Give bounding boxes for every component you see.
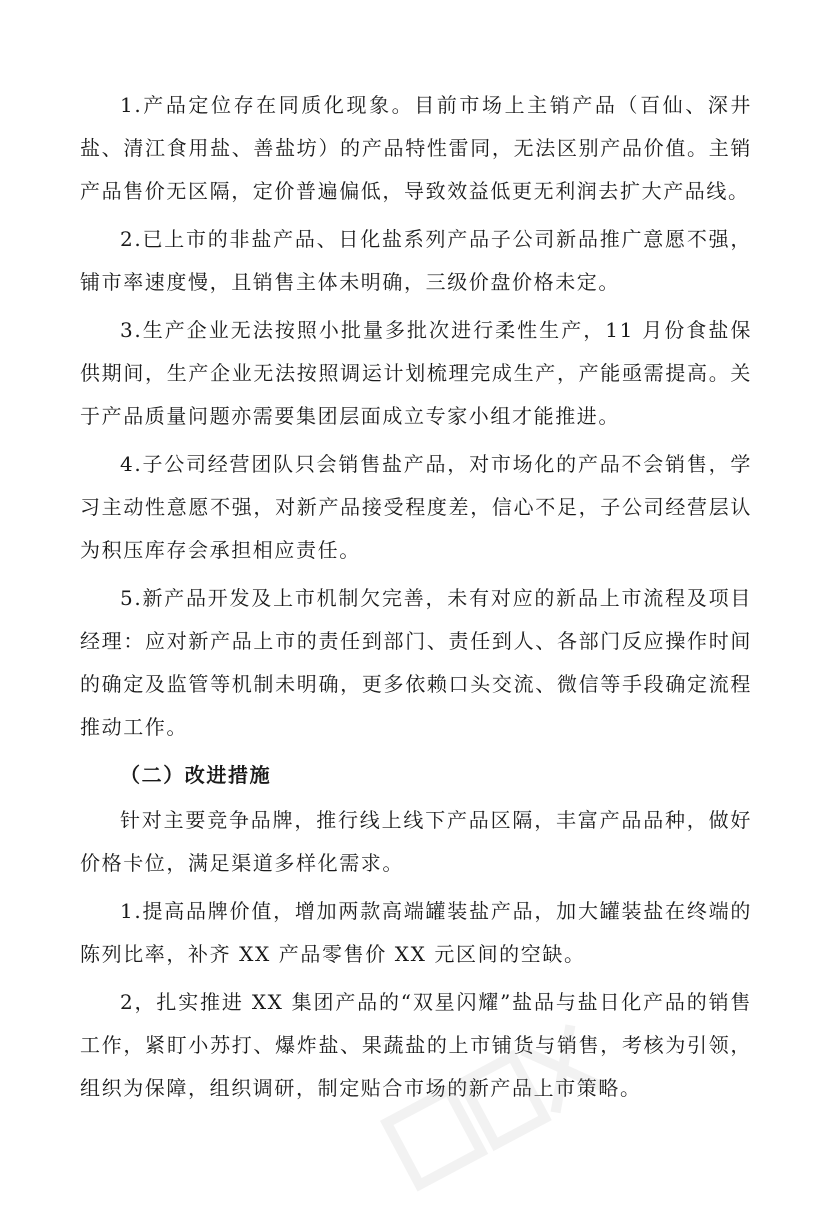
section-heading-improvements: （二）改进措施	[120, 763, 272, 787]
measure-paragraph-2: 2，扎实推进 XX 集团产品的“双星闪耀”盐品与盐日化产品的销售工作，紧盯小苏打、爆炸盐、果蔬盐的上市铺货与销售，考核为引领，组织为保障，组织调研，制定贴合市场的新产品上市策略。	[80, 990, 752, 1100]
issue-paragraph-3: 3.生产企业无法按照小批量多批次进行柔性生产，11 月份食盐保供期间，生产企业无法按照调运计划梳理完成生产，产能亟需提高。关于产品质量问题亦需要集团层面成立专家小组才能推进。	[80, 318, 752, 428]
issue-paragraph-2: 2.已上市的非盐产品、日化盐系列产品子公司新品推广意愿不强，铺市率速度慢，且销售主体未明确，三级价盘价格未定。	[80, 227, 752, 294]
measure-paragraph-1: 1.提高品牌价值，增加两款高端罐装盐产品，加大罐装盐在终端的陈列比率，补齐 XX 产品零售价 XX 元区间的空缺。	[80, 899, 752, 966]
measures-intro-paragraph: 针对主要竞争品牌，推行线上线下产品区隔，丰富产品品种，做好价格卡位，满足渠道多样化需求。	[80, 808, 752, 875]
issue-paragraph-5: 5.新产品开发及上市机制欠完善，未有对应的新品上市流程及项目经理：应对新产品上市的责任到部门、责任到人、各部门反应操作时间的确定及监管等机制未明确，更多依赖口头交流、微信等手段确定流程推动工作。	[80, 586, 752, 739]
issue-paragraph-4: 4.子公司经营团队只会销售盐产品，对市场化的产品不会销售，学习主动性意愿不强，对新产品接受程度差，信心不足，子公司经营层认为积压库存会承担相应责任。	[80, 452, 752, 562]
document-page	[80, 84, 752, 1115]
issue-paragraph-1: 1.产品定位存在同质化现象。目前市场上主销产品（百仙、深井盐、清江食用盐、善盐坊）的产品特性雷同，无法区别产品价值。主销产品售价无区隔，定价普遍偏低，导致效益低更无利润去扩大产品线。	[80, 93, 752, 203]
